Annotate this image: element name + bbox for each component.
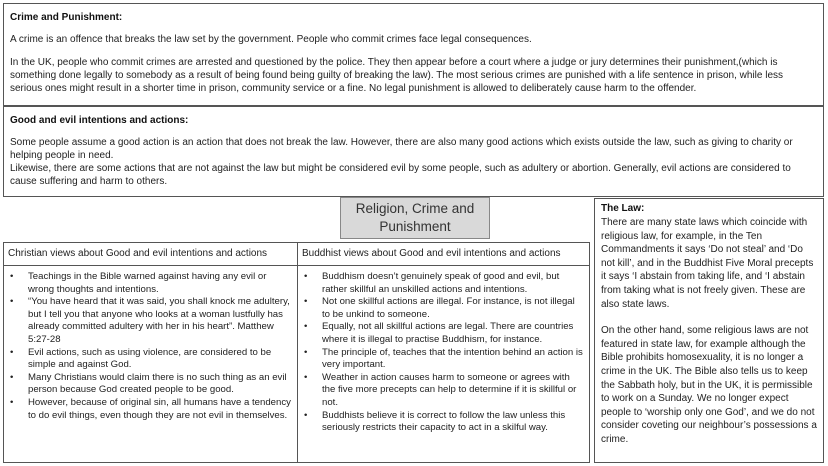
religious-views-table <box>3 242 590 463</box>
list-item: • Buddhism doesn’t genuinely speak of good and evil, but rather skillful an unskilled actions and intentions. <box>302 271 585 296</box>
list-item: • Not one skillful actions are illegal. For instance, is not illegal to be unkind to someone. <box>302 296 585 321</box>
good-evil-section-title: Good and evil intentions and actions: <box>10 115 189 126</box>
good-actions-paragraph: Some people assume a good action is an action that does not break the law. However, there are also many good actions which exists outside the law, such as giving to charity or helping people in need. <box>10 137 793 161</box>
evil-actions-paragraph: Likewise, there are some actions that are not against the law but might be considered evil by some people, such as adultery or abortion. Generally, evil actions are considered to cause suffering and harm to others. <box>10 163 791 187</box>
buddhist-views-list <box>298 266 589 435</box>
crime-section-title: Crime and Punishment: <box>10 12 123 23</box>
list-item: • The principle of, teaches that the intention behind an action is very important. <box>302 347 585 372</box>
buddhist-views-column <box>298 243 589 462</box>
the-law-section <box>594 198 824 463</box>
topic-title-box <box>340 197 490 239</box>
topic-title: Religion, Crime and Punishment <box>355 201 475 234</box>
crime-and-punishment-section <box>3 3 824 106</box>
list-item: • However, because of original sin, all humans have a tendency to do evil things, even though they are not evil in themselves. <box>8 397 293 422</box>
list-item: • Evil actions, such as using violence, are considered to be simple and against God. <box>8 347 293 372</box>
list-item: • Many Christians would claim there is no such thing as an evil person because God created people to be good. <box>8 372 293 397</box>
list-item: • Equally, not all skillful actions are legal. There are countries where it is illegal to practise Buddhism, for instance. <box>302 321 585 346</box>
list-item: • Teachings in the Bible warned against having any evil or wrong thoughts and intentions. <box>8 271 293 296</box>
law-section-title: The Law: <box>601 203 645 214</box>
christian-views-list <box>4 266 297 422</box>
list-item: • Buddhists believe it is correct to follow the law unless this seriously restricts their capacity to act in a skilful way. <box>302 410 585 435</box>
list-item: • Weather in action causes harm to someone or agrees with the five more precepts can help to determine if it is skillful or not. <box>302 372 585 410</box>
uk-punishment-paragraph: In the UK, people who commit crimes are arrested and questioned by the police. They then appear before a court where a judge or jury determines their punishment,(which is something done legally to somebody as a result of being found being guilty of breaking the law). The most serious crimes are punished with a life sentence in prison, while less serious ones might result in a shorter time in prison, community service or a fine. No legal punishment is allowed to deliberately cause harm to the offender. <box>10 57 784 94</box>
crime-definition-paragraph: A crime is an offence that breaks the law set by the government. People who commit crimes face legal consequences. <box>10 34 532 45</box>
good-evil-section <box>3 106 824 197</box>
non-state-religious-laws-paragraph: On the other hand, some religious laws are not featured in state law, for example although the Bible prohibits homosexuality, it is no longer a crime in the UK. The Bible also tells us to keep the Sabbath holy, but in the UK, it is permissible to work on a Sunday. We no longer expect people to ‘worship only one God’, and we do not consider coveting our neighbour’s possessions a crime. <box>601 325 817 445</box>
christian-views-column <box>4 243 298 462</box>
buddhist-views-header: Buddhist views about Good and evil intentions and actions <box>298 243 589 266</box>
paragraph-spacer <box>601 311 817 324</box>
coinciding-laws-paragraph: There are many state laws which coincide with religious law, for example, in the Ten Commandments it says ‘Do not steal’ and ‘Do not kill’, and in the Buddhist Five Moral precepts it says ‘I abstain from taking life, and ‘I abstain from taking what is not freely given. These are also state laws. <box>601 217 814 310</box>
list-item: • “You have heard that it was said, you shall knock me adultery, but I tell you that anyone who looks at a woman lustfully has already committed adultery with her in his heart”. Matthew 5:27-28 <box>8 296 293 346</box>
christian-views-header: Christian views about Good and evil intentions and actions <box>4 243 297 266</box>
